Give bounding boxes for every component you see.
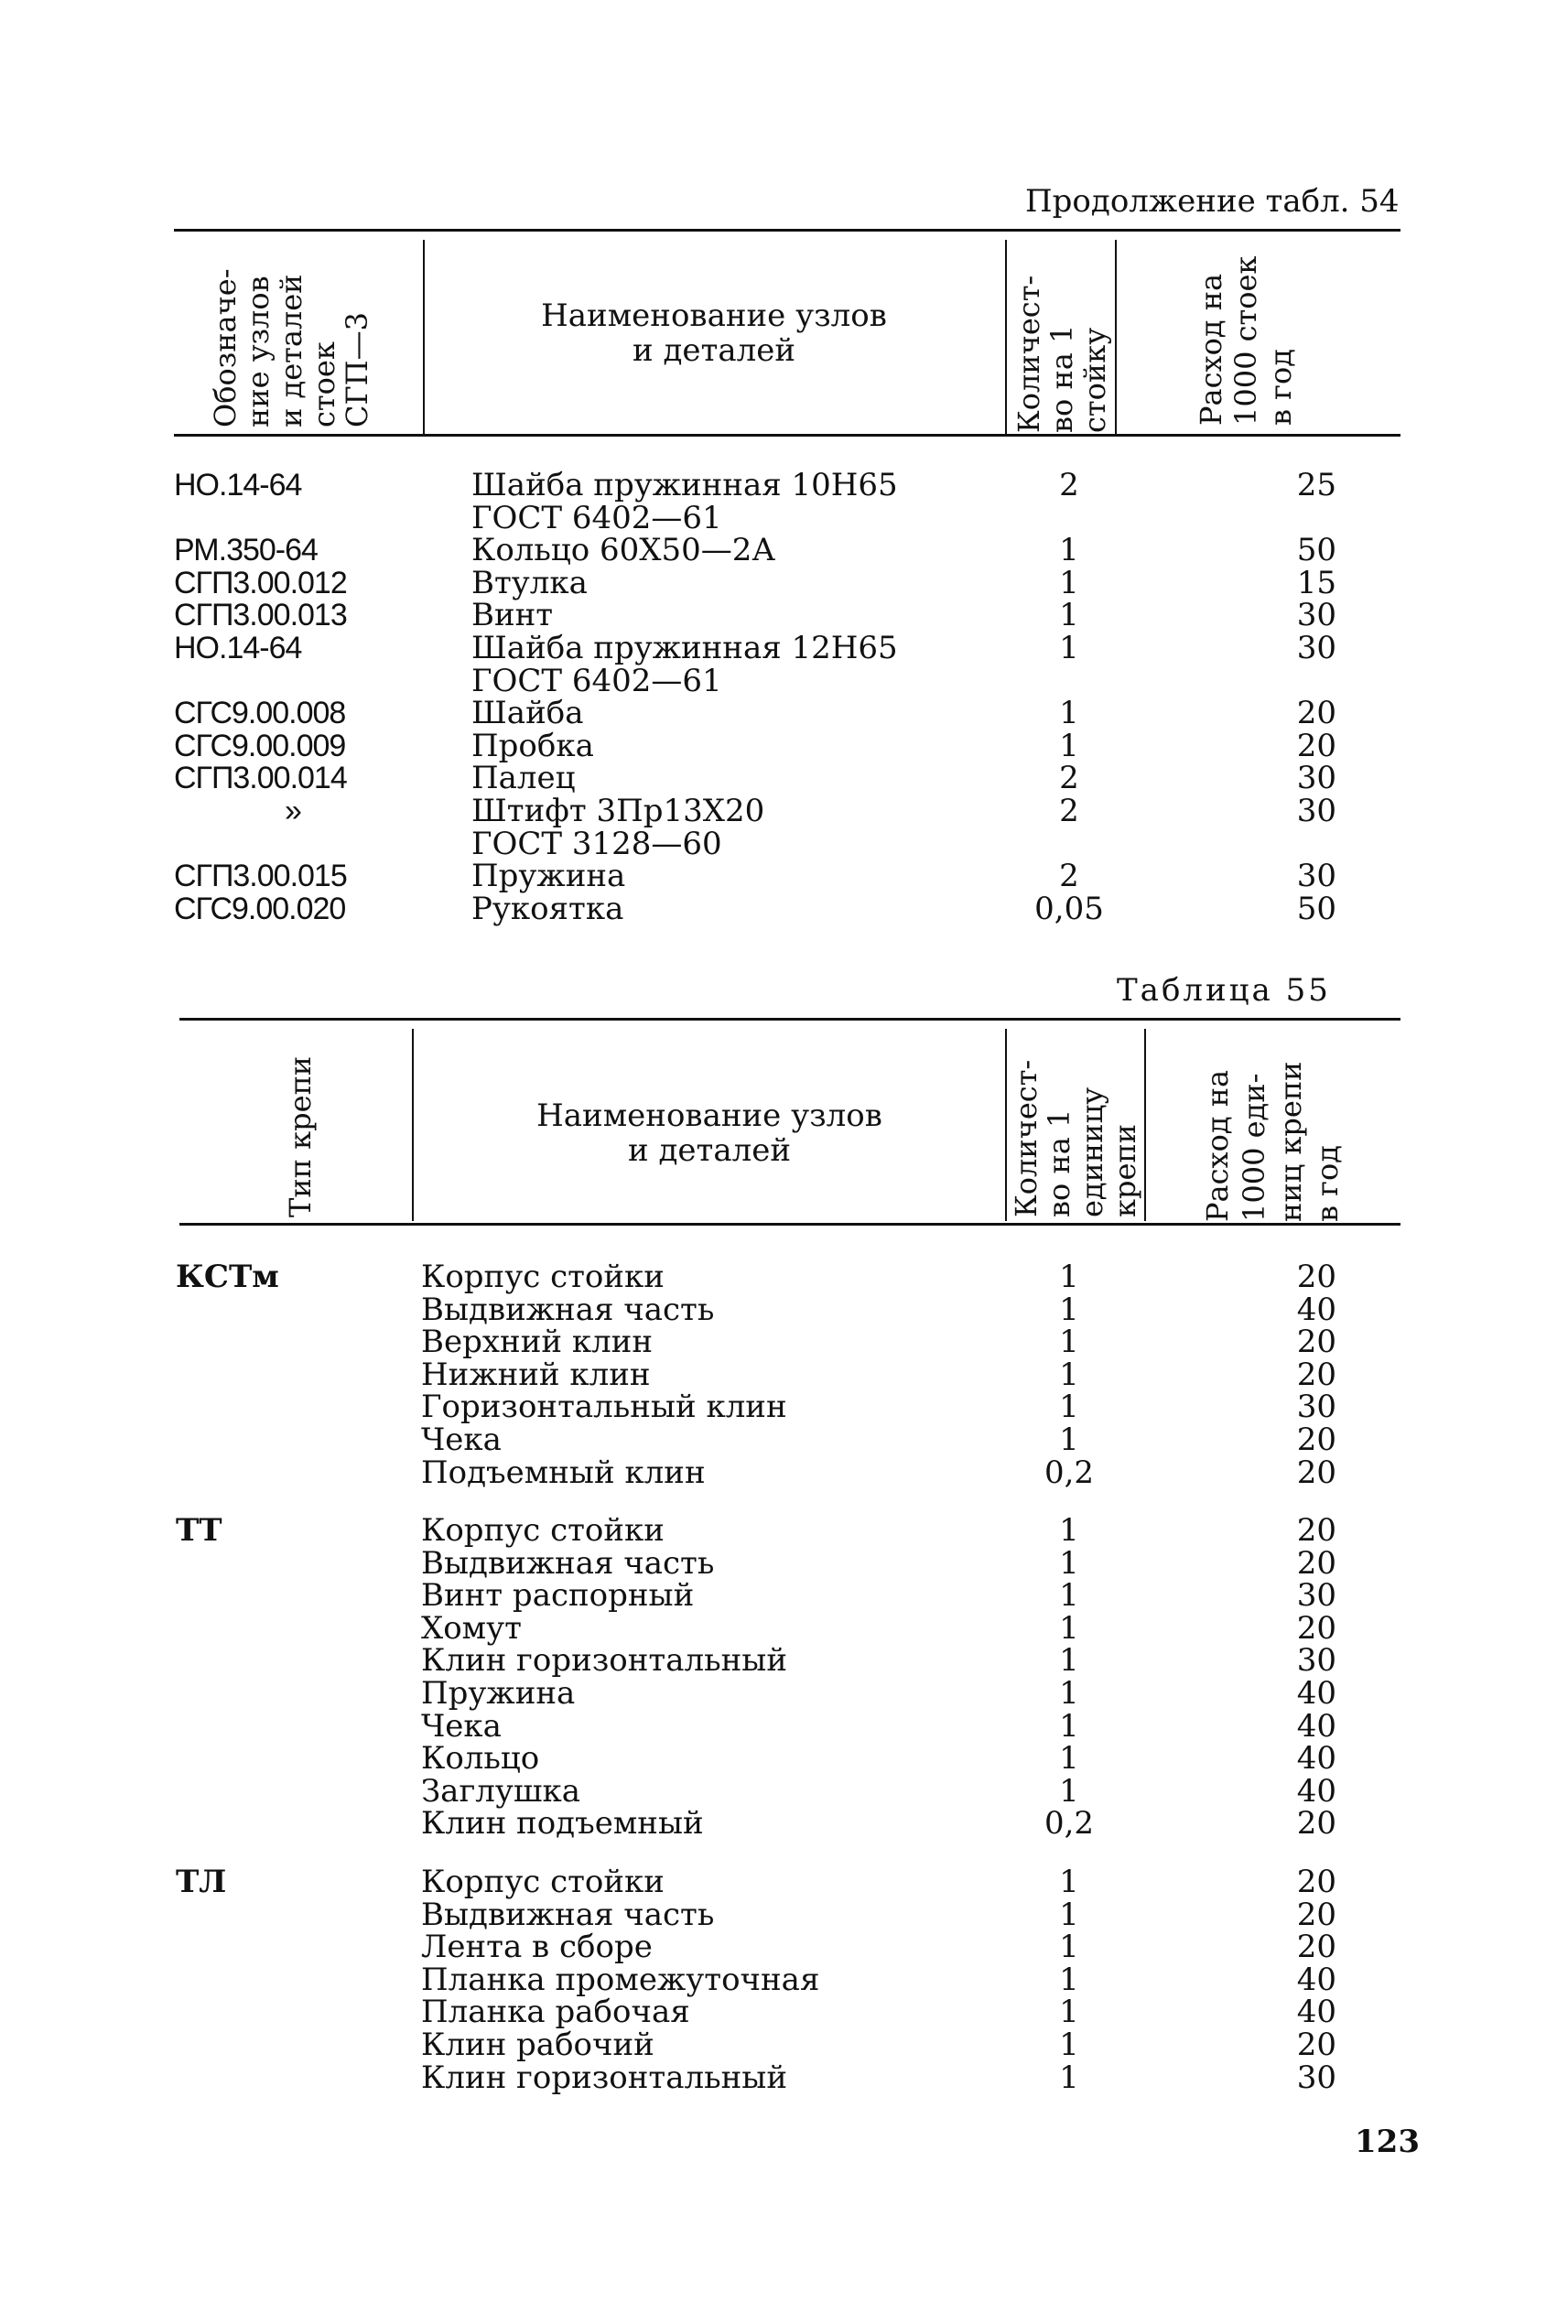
table-55-rate: 20 — [1296, 1610, 1336, 1647]
table-54-code: НО.14-64 — [174, 631, 302, 665]
table-55-qty: 1 — [1059, 1864, 1079, 1900]
table-54-header-qty: Количест- во на 1 стойку — [1011, 275, 1112, 433]
table-54-qty: 1 — [1059, 695, 1079, 731]
table-55-qty: 1 — [1059, 1389, 1079, 1425]
table-55-qty: 1 — [1059, 1259, 1079, 1295]
table-54-item-name: Штифт 3Пр13X20 — [471, 793, 765, 829]
table-55-qty: 1 — [1059, 1708, 1079, 1745]
table-55-qty: 1 — [1059, 1994, 1079, 2030]
table-54-col-divider — [1115, 240, 1117, 434]
table-55-rate: 30 — [1296, 1642, 1336, 1679]
table-55-qty: 1 — [1059, 1357, 1079, 1393]
table-55-item-name: Нижний клин — [421, 1357, 651, 1393]
table-54-item-name: Пробка — [471, 728, 594, 764]
table-55-rate: 40 — [1296, 1994, 1336, 2030]
table-54-item-name: Палец — [471, 760, 576, 796]
table-55-rate: 30 — [1296, 1577, 1336, 1614]
table-55-rate: 20 — [1296, 1545, 1336, 1582]
table-55-rate: 20 — [1296, 1421, 1336, 1458]
table-55-item-name: Кольцо — [421, 1740, 540, 1777]
table-55-header-rate: Расход на 1000 еди- ниц крепи в год — [1200, 1061, 1345, 1222]
table-54-header-name: Наименование узлов и деталей — [541, 297, 887, 369]
table-55-rate: 20 — [1296, 1805, 1336, 1842]
table-54-qty: 1 — [1059, 728, 1079, 764]
table-55-header-qty: Количест- во на 1 единицу крепи — [1009, 1059, 1142, 1217]
table-55-item-name: Винт распорный — [421, 1577, 695, 1614]
table-54-rate: 20 — [1296, 695, 1336, 731]
table-55-rate: 20 — [1296, 1454, 1336, 1491]
table-55-qty: 1 — [1059, 1740, 1079, 1777]
table-54-code: СГС9.00.008 — [174, 696, 346, 730]
table-54-rate: 50 — [1296, 532, 1336, 568]
table-54-code: СГС9.00.020 — [174, 892, 346, 926]
table-55-item-name: Заглушка — [421, 1773, 581, 1810]
table-55-rate: 20 — [1296, 1929, 1336, 1965]
table-54-rate: 30 — [1296, 858, 1336, 894]
table-54-col-divider — [423, 240, 425, 434]
table-55-col-divider — [412, 1029, 414, 1221]
table-55-rate: 20 — [1296, 1897, 1336, 1933]
table-54-rate: 30 — [1296, 630, 1336, 666]
table-55-qty: 1 — [1059, 1292, 1079, 1328]
table-54-caption: Продолжение табл. 54 — [1025, 183, 1400, 220]
table-55-qty: 1 — [1059, 1962, 1079, 1998]
table-55-rate: 30 — [1296, 1389, 1336, 1425]
table-55-rate: 40 — [1296, 1773, 1336, 1810]
table-55-item-name: Клин подъемный — [421, 1805, 704, 1842]
table-54-item-name: Пружина — [471, 858, 626, 894]
table-55-qty: 1 — [1059, 1929, 1079, 1965]
table-54-header-designation: Обозначе- ние узлов и деталей стоек СГП—3 — [208, 268, 374, 427]
table-54-rate: 30 — [1296, 760, 1336, 796]
table-55-item-name: Клин рабочий — [421, 2027, 654, 2063]
table-54-item-name: Втулка — [471, 565, 588, 601]
table-55-item-name: Пружина — [421, 1675, 576, 1712]
table-54-code: СГП3.00.014 — [174, 761, 347, 795]
table-54-qty: 2 — [1059, 793, 1079, 829]
table-55-rate: 20 — [1296, 1324, 1336, 1360]
table-55-item-name: Планка рабочая — [421, 1994, 690, 2030]
table-55-rate: 20 — [1296, 1259, 1336, 1295]
table-55-rate: 20 — [1296, 1864, 1336, 1900]
table-55-qty: 1 — [1059, 1421, 1079, 1458]
table-55-type: КСТм — [176, 1259, 279, 1295]
table-55-item-name: Выдвижная часть — [421, 1897, 715, 1933]
table-55-item-name: Корпус стойки — [421, 1512, 665, 1549]
table-55-qty: 1 — [1059, 1773, 1079, 1810]
table-55-rate: 40 — [1296, 1675, 1336, 1712]
table-55-type: ТТ — [176, 1512, 222, 1549]
table-54-rate: 15 — [1296, 565, 1336, 601]
table-54-item-name: Рукоятка — [471, 891, 624, 927]
table-54-rate: 30 — [1296, 793, 1336, 829]
table-54-code: » — [285, 794, 301, 828]
table-55-item-name: Хомут — [421, 1610, 522, 1647]
table-55-qty: 1 — [1059, 1610, 1079, 1647]
table-55-qty: 1 — [1059, 1897, 1079, 1933]
table-55-item-name: Чека — [421, 1708, 502, 1745]
table-55-header-type: Тип крепи — [283, 1055, 318, 1217]
table-55-qty: 1 — [1059, 1512, 1079, 1549]
table-54-top-rule — [174, 229, 1400, 232]
table-55-qty: 1 — [1059, 2059, 1079, 2096]
table-54-qty: 1 — [1059, 565, 1079, 601]
table-54-item-name: Шайба пружинная 12Н65 — [471, 630, 898, 666]
table-54-qty: 1 — [1059, 630, 1079, 666]
table-54-item-name: ГОСТ 6402—61 — [471, 500, 722, 536]
table-55-rate: 40 — [1296, 1740, 1336, 1777]
table-55-qty: 1 — [1059, 1675, 1079, 1712]
table-55-item-name: Клин горизонтальный — [421, 2059, 787, 2096]
table-54-item-name: Кольцо 60X50—2А — [471, 532, 776, 568]
table-54-rate: 30 — [1296, 597, 1336, 633]
table-55-item-name: Чека — [421, 1421, 502, 1458]
table-55-header-rule — [179, 1223, 1400, 1226]
table-55-item-name: Выдвижная часть — [421, 1545, 715, 1582]
table-54-header-rate: Расход на 1000 стоек в год — [1194, 255, 1298, 426]
table-55-rate: 20 — [1296, 1357, 1336, 1393]
table-54-rate: 20 — [1296, 728, 1336, 764]
table-54-item-name: ГОСТ 6402—61 — [471, 663, 722, 699]
table-54-code: РМ.350-64 — [174, 533, 318, 567]
table-55-col-divider — [1144, 1029, 1146, 1221]
table-55-rate: 20 — [1296, 1512, 1336, 1549]
table-54-item-name: Винт — [471, 597, 554, 633]
table-55-rate: 40 — [1296, 1962, 1336, 1998]
table-55-qty: 1 — [1059, 1545, 1079, 1582]
table-55-item-name: Планка промежуточная — [421, 1962, 820, 1998]
table-55-qty: 0,2 — [1044, 1454, 1095, 1491]
table-55-qty: 0,2 — [1044, 1805, 1095, 1842]
table-55-top-rule — [179, 1018, 1400, 1021]
table-54-qty: 2 — [1059, 760, 1079, 796]
table-54-qty: 1 — [1059, 597, 1079, 633]
table-55-qty: 1 — [1059, 1324, 1079, 1360]
table-54-qty: 2 — [1059, 467, 1079, 503]
table-54-item-name: Шайба пружинная 10Н65 — [471, 467, 898, 503]
table-55-rate: 40 — [1296, 1708, 1336, 1745]
table-55-qty: 1 — [1059, 1642, 1079, 1679]
table-54-code: НО.14-64 — [174, 468, 302, 503]
table-55-item-name: Клин горизонтальный — [421, 1642, 787, 1679]
table-55-item-name: Корпус стойки — [421, 1259, 665, 1295]
table-54-code: СГП3.00.013 — [174, 598, 347, 632]
table-54-qty: 1 — [1059, 532, 1079, 568]
table-55-rate: 30 — [1296, 2059, 1336, 2096]
table-55-rate: 40 — [1296, 1292, 1336, 1328]
table-55-rate: 20 — [1296, 2027, 1336, 2063]
table-55-item-name: Горизонтальный клин — [421, 1389, 787, 1425]
table-55-item-name: Корпус стойки — [421, 1864, 665, 1900]
table-55-qty: 1 — [1059, 1577, 1079, 1614]
table-54-code: СГП3.00.015 — [174, 859, 347, 893]
table-55-item-name: Лента в сборе — [421, 1929, 653, 1965]
table-54-col-divider — [1005, 240, 1007, 434]
table-54-rate: 50 — [1296, 891, 1336, 927]
page-number: 123 — [1355, 2124, 1420, 2160]
table-54-item-name: Шайба — [471, 695, 584, 731]
table-55-item-name: Подъемный клин — [421, 1454, 706, 1491]
table-54-header-rule — [174, 434, 1400, 437]
table-55-caption: Таблица 55 — [1117, 972, 1331, 1009]
table-54-code: СГП3.00.012 — [174, 566, 347, 600]
table-55-qty: 1 — [1059, 2027, 1079, 2063]
table-54-rate: 25 — [1296, 467, 1336, 503]
table-55-header-name: Наименование узлов и деталей — [536, 1097, 882, 1169]
table-54-qty: 0,05 — [1034, 891, 1104, 927]
table-54-qty: 2 — [1059, 858, 1079, 894]
table-55-item-name: Верхний клин — [421, 1324, 654, 1360]
table-54-code: СГС9.00.009 — [174, 729, 346, 763]
table-55-item-name: Выдвижная часть — [421, 1292, 715, 1328]
table-55-type: ТЛ — [176, 1864, 227, 1900]
table-54-item-name: ГОСТ 3128—60 — [471, 826, 722, 862]
